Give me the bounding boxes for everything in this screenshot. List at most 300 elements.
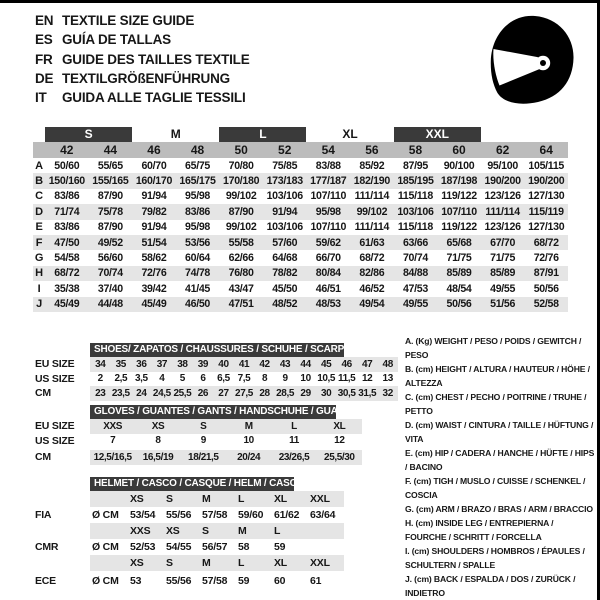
shoe-eu-cell: 39 bbox=[197, 358, 209, 370]
size-value-cell: 185/195 bbox=[397, 175, 434, 188]
measurement-row bbox=[33, 250, 568, 265]
shoe-cm-cell: 23 bbox=[95, 387, 106, 399]
shoe-us-cell: 10,5 bbox=[317, 373, 336, 385]
shoe-cm-cell: 27 bbox=[218, 387, 229, 399]
glove-eu-row bbox=[90, 419, 362, 434]
diameter-unit-cell: Ø CM bbox=[92, 575, 119, 587]
helmet-value-cell: 61/62 bbox=[274, 509, 300, 521]
language-code: DE bbox=[35, 71, 54, 87]
row-letter: F bbox=[35, 236, 43, 249]
size-value-cell: 50/60 bbox=[54, 159, 80, 172]
shoe-eu-cell: 47 bbox=[362, 358, 373, 370]
textile-size-table bbox=[33, 127, 568, 312]
size-value-cell: 119/122 bbox=[441, 190, 477, 203]
gloves-size-table bbox=[90, 405, 362, 465]
legend-item: E. (cm) HIP / CADERA / HANCHE / HÜFTE / HIPS / BACINO bbox=[405, 448, 595, 472]
row-letter: A bbox=[35, 159, 43, 172]
language-row bbox=[35, 69, 250, 88]
helmet-size-header-row bbox=[90, 523, 344, 539]
size-value-cell: 165/175 bbox=[179, 175, 216, 188]
glove-eu-cell: XS bbox=[151, 420, 165, 432]
size-value-cell: 170/180 bbox=[223, 175, 260, 188]
shoe-cm-cell: 24 bbox=[136, 387, 147, 399]
size-value-cell: 48/53 bbox=[315, 298, 341, 311]
size-column-header: 44 bbox=[103, 143, 118, 157]
size-value-cell: 60/70 bbox=[141, 159, 167, 172]
size-value-cell: 99/102 bbox=[225, 221, 257, 234]
size-value-cell: 87/91 bbox=[533, 267, 559, 280]
helmet-section-title: HELMET / CASCO / CASQUE / HELM / CASCO bbox=[90, 477, 294, 491]
size-value-cell: 91/94 bbox=[141, 221, 167, 234]
row-letter: J bbox=[36, 298, 42, 311]
glove-cm-cell: 18/21,5 bbox=[188, 451, 219, 463]
language-row bbox=[35, 88, 250, 107]
glove-us-row bbox=[90, 434, 362, 449]
size-value-cell: 119/122 bbox=[441, 221, 477, 234]
size-value-cell: 48/52 bbox=[272, 298, 298, 311]
size-value-cell: 63/66 bbox=[402, 236, 428, 249]
helmet-value-cell: 53/54 bbox=[130, 509, 156, 521]
row-letter: H bbox=[35, 267, 43, 280]
helmet-size-header-cell: XL bbox=[274, 493, 288, 505]
size-value-cell: 87/95 bbox=[402, 159, 428, 172]
shoe-cm-cell: 23,5 bbox=[111, 387, 130, 399]
shoe-us-cell: 2,5 bbox=[114, 373, 128, 385]
helmet-size-header-cell: M bbox=[202, 557, 211, 569]
size-value-cell: 57/60 bbox=[272, 236, 298, 249]
legend-item: I. (cm) SHOULDERS / HOMBROS / ÉPAULES / SCHULTERN / SPALLE bbox=[405, 546, 585, 570]
size-value-cell: 72/76 bbox=[533, 252, 559, 265]
size-value-cell: 84/88 bbox=[402, 267, 428, 280]
helmet-size-header-row bbox=[90, 555, 344, 571]
size-group-label: XL bbox=[342, 127, 358, 141]
size-value-cell: 85/89 bbox=[490, 267, 516, 280]
helmet-value-cell: 53 bbox=[130, 575, 142, 587]
measurement-row bbox=[33, 158, 568, 173]
helmet-size-header-cell: XXS bbox=[130, 525, 151, 537]
glove-cm-cell: 12,5/16,5 bbox=[93, 451, 132, 463]
shoe-us-cell: 4 bbox=[159, 373, 165, 385]
size-value-cell: 103/106 bbox=[266, 221, 303, 234]
size-value-cell: 127/130 bbox=[528, 221, 565, 234]
helmet-value-cell: 55/56 bbox=[166, 509, 192, 521]
size-value-cell: 52/58 bbox=[533, 298, 559, 311]
shoe-us-cell: 10 bbox=[300, 373, 311, 385]
size-group-label: L bbox=[219, 127, 306, 142]
size-value-cell: 111/114 bbox=[485, 205, 520, 218]
legend-item: A. (Kg) WEIGHT / PESO / POIDS / GEWITCH / PESO bbox=[405, 336, 582, 360]
language-row bbox=[35, 30, 250, 49]
language-row bbox=[35, 50, 250, 69]
size-column-header: 64 bbox=[539, 143, 553, 157]
shoes-us-size-label: US SIZE bbox=[35, 372, 75, 385]
fia-standard-label: FIA bbox=[35, 509, 52, 521]
helmet-value-cell: 58 bbox=[238, 541, 250, 553]
shoe-eu-cell: 45 bbox=[320, 358, 332, 370]
size-value-cell: 62/66 bbox=[228, 252, 254, 265]
size-value-cell: 83/86 bbox=[54, 221, 80, 234]
language-code: ES bbox=[35, 32, 53, 48]
shoe-eu-cell: 40 bbox=[218, 358, 229, 370]
size-value-cell: 107/110 bbox=[310, 190, 347, 203]
legend-item: H. (cm) INSIDE LEG / ENTREPIERNA / FOURCHE / SCHRITT / FORCELLA bbox=[405, 518, 554, 542]
size-group-label: S bbox=[45, 127, 132, 142]
shoe-cm-cell: 32 bbox=[382, 387, 393, 399]
size-value-cell: 103/106 bbox=[397, 205, 434, 218]
shoes-size-table bbox=[90, 343, 398, 401]
size-column-header: 50 bbox=[234, 143, 248, 157]
size-column-header: 48 bbox=[190, 143, 205, 157]
helmet-size-header-cell: XS bbox=[166, 525, 180, 537]
size-value-cell: 83/86 bbox=[185, 205, 211, 218]
size-value-cell: 85/89 bbox=[446, 267, 472, 280]
measurement-legend bbox=[405, 334, 595, 600]
helmet-value-cell: 59 bbox=[238, 575, 250, 587]
shoes-eu-size-label: EU SIZE bbox=[35, 358, 75, 370]
size-value-cell: 123/126 bbox=[484, 221, 521, 234]
glove-us-cell: 7 bbox=[110, 435, 116, 447]
size-value-cell: 103/106 bbox=[266, 190, 303, 203]
size-column-header: 60 bbox=[452, 143, 466, 157]
size-value-cell: 59/62 bbox=[315, 236, 341, 249]
measurement-row bbox=[33, 297, 568, 312]
size-value-cell: 47/51 bbox=[228, 298, 254, 311]
ece-standard-label: ECE bbox=[35, 575, 56, 587]
shoe-us-cell: 6 bbox=[200, 373, 206, 385]
shoe-eu-cell: 38 bbox=[177, 358, 188, 370]
helmet-value-cell: 57/58 bbox=[202, 575, 228, 587]
legend-item: J. (cm) BACK / ESPALDA / DOS / ZURÜCK / INDIETRO bbox=[405, 574, 576, 598]
size-value-cell: 173/183 bbox=[266, 175, 303, 188]
size-value-cell: 41/45 bbox=[185, 282, 211, 295]
helmet-value-cell: 59 bbox=[274, 541, 286, 553]
size-value-cell: 45/49 bbox=[54, 298, 80, 311]
size-value-cell: 182/190 bbox=[353, 175, 390, 188]
size-value-cell: 49/55 bbox=[402, 298, 428, 311]
size-value-cell: 54/58 bbox=[54, 252, 80, 265]
glove-cm-cell: 23/26,5 bbox=[278, 451, 310, 463]
shoe-eu-cell: 37 bbox=[156, 358, 168, 370]
shoe-cm-cell: 30,5 bbox=[337, 387, 356, 399]
shoe-cm-cell: 27,5 bbox=[235, 387, 253, 399]
size-value-cell: 75/85 bbox=[272, 159, 298, 172]
size-value-cell: 53/56 bbox=[185, 236, 211, 249]
glove-us-cell: 12 bbox=[334, 435, 345, 447]
language-title: GUIDA ALLE TAGLIE TESSILI bbox=[62, 90, 246, 106]
size-value-cell: 64/68 bbox=[272, 252, 298, 265]
size-value-cell: 78/82 bbox=[272, 267, 298, 280]
glove-us-cell: 11 bbox=[289, 435, 299, 447]
helmet-value-cell: 61 bbox=[310, 575, 322, 587]
shoe-eu-cell: 48 bbox=[382, 358, 393, 370]
helmet-size-header-cell: M bbox=[202, 493, 211, 505]
helmet-value-row bbox=[90, 539, 344, 555]
glove-eu-cell: L bbox=[291, 420, 297, 432]
shoe-us-row bbox=[90, 372, 398, 387]
size-value-cell: 115/118 bbox=[397, 221, 433, 234]
helmet-size-header-cell: L bbox=[238, 493, 245, 505]
measurement-row bbox=[33, 220, 568, 235]
shoe-us-cell: 11,5 bbox=[338, 373, 356, 385]
size-value-cell: 70/80 bbox=[228, 159, 254, 172]
language-title-list bbox=[35, 11, 250, 107]
row-letter: E bbox=[35, 221, 43, 234]
size-value-cell: 65/75 bbox=[185, 159, 211, 172]
shoe-cm-cell: 31,5 bbox=[358, 387, 377, 399]
measurement-row bbox=[33, 189, 568, 204]
helmet-size-header-cell: S bbox=[166, 493, 173, 505]
helmet-value-cell: 63/64 bbox=[310, 509, 336, 521]
size-value-cell: 46/50 bbox=[185, 298, 211, 311]
size-value-cell: 51/56 bbox=[490, 298, 516, 311]
helmet-value-cell: 57/58 bbox=[202, 509, 228, 521]
size-value-cell: 111/114 bbox=[354, 190, 390, 203]
shoe-eu-cell: 46 bbox=[341, 358, 352, 370]
size-value-cell: 49/54 bbox=[359, 298, 385, 311]
shoes-cm-label: CM bbox=[35, 387, 51, 399]
shoe-eu-cell: 43 bbox=[279, 358, 291, 370]
row-letter: G bbox=[34, 252, 44, 265]
size-value-cell: 79/82 bbox=[141, 205, 167, 218]
size-value-cell: 71/75 bbox=[490, 252, 516, 265]
size-value-cell: 75/78 bbox=[97, 205, 123, 218]
size-column-header: 52 bbox=[278, 143, 292, 157]
size-value-cell: 95/98 bbox=[185, 221, 211, 234]
size-value-cell: 35/38 bbox=[54, 282, 80, 295]
shoe-eu-cell: 36 bbox=[136, 358, 147, 370]
size-value-cell: 190/200 bbox=[528, 175, 565, 188]
row-letter: I bbox=[37, 282, 41, 295]
helmet-value-row bbox=[90, 507, 344, 523]
size-value-cell: 95/98 bbox=[185, 190, 211, 203]
language-title: TEXTILGRÖßENFÜHRUNG bbox=[62, 71, 230, 87]
shoe-us-cell: 3,5 bbox=[134, 373, 148, 385]
size-value-cell: 48/54 bbox=[446, 282, 472, 295]
size-value-cell: 82/86 bbox=[359, 267, 385, 280]
size-column-header: 56 bbox=[365, 143, 379, 157]
size-value-cell: 56/60 bbox=[97, 252, 123, 265]
helmet-value-cell: 60 bbox=[274, 575, 286, 587]
gloves-eu-size-label: EU SIZE bbox=[35, 420, 75, 432]
size-value-cell: 45/49 bbox=[141, 298, 167, 311]
helmet-size-header-cell: L bbox=[238, 557, 245, 569]
measurement-row bbox=[33, 173, 568, 188]
size-value-cell: 115/118 bbox=[397, 190, 433, 203]
size-value-cell: 55/58 bbox=[228, 236, 254, 249]
gloves-section-title: GLOVES / GUANTES / GANTS / HANDSCHUHE / GUANTI bbox=[90, 405, 336, 419]
measurement-row bbox=[33, 235, 568, 250]
helmet-size-header-row bbox=[90, 491, 344, 507]
size-value-cell: 43/47 bbox=[228, 282, 254, 295]
measurement-row bbox=[33, 204, 568, 219]
glove-eu-cell: M bbox=[244, 420, 253, 432]
size-value-cell: 65/68 bbox=[446, 236, 472, 249]
helmet-rows bbox=[90, 491, 344, 589]
shoe-cm-cell: 25,5 bbox=[173, 387, 192, 399]
size-number-row bbox=[33, 142, 568, 158]
size-value-cell: 68/72 bbox=[54, 267, 80, 280]
size-value-cell: 150/160 bbox=[48, 175, 85, 188]
size-value-cell: 49/55 bbox=[490, 282, 516, 295]
shoe-us-cell: 6,5 bbox=[217, 373, 230, 385]
size-column-header: 42 bbox=[60, 143, 74, 157]
row-letter: D bbox=[35, 205, 43, 218]
size-value-cell: 187/198 bbox=[440, 175, 478, 188]
legend-item: C. (cm) CHEST / PECHO / POITRINE / TRUHE / PETTO bbox=[405, 392, 587, 416]
helmet-size-header-cell: XXL bbox=[310, 557, 330, 569]
language-code: EN bbox=[35, 13, 54, 29]
shoe-us-cell: 2 bbox=[97, 373, 103, 385]
size-value-cell: 46/52 bbox=[359, 282, 385, 295]
size-group-header-row bbox=[33, 127, 568, 142]
shoe-cm-cell: 30 bbox=[320, 387, 332, 399]
shoes-rows bbox=[90, 357, 398, 401]
shoe-eu-cell: 41 bbox=[238, 358, 250, 370]
size-value-cell: 71/75 bbox=[446, 252, 472, 265]
helmet-size-table bbox=[90, 477, 344, 589]
size-value-cell: 99/102 bbox=[225, 190, 257, 203]
language-title: TEXTILE SIZE GUIDE bbox=[62, 13, 195, 29]
shoes-section-title: SHOES/ ZAPATOS / CHAUSSURES / SCHUHE / SCARPE bbox=[90, 343, 344, 357]
size-value-cell: 39/42 bbox=[141, 282, 167, 295]
legend-item: B. (cm) HEIGHT / ALTURA / HAUTEUR / HÖHE / ALTEZZA bbox=[405, 364, 590, 388]
size-value-cell: 68/72 bbox=[359, 252, 385, 265]
shoe-us-cell: 7,5 bbox=[237, 373, 251, 385]
size-value-cell: 45/50 bbox=[272, 282, 298, 295]
size-value-cell: 155/165 bbox=[92, 175, 129, 188]
helmet-size-header-cell: S bbox=[202, 525, 209, 537]
size-value-cell: 115/119 bbox=[528, 205, 564, 218]
size-value-cell: 46/51 bbox=[315, 282, 341, 295]
glove-us-cell: 8 bbox=[155, 435, 161, 447]
shoe-eu-cell: 42 bbox=[259, 358, 270, 370]
size-value-cell: 55/65 bbox=[97, 159, 123, 172]
size-value-cell: 67/70 bbox=[490, 236, 516, 249]
size-value-cell: 83/88 bbox=[315, 159, 341, 172]
size-value-cell: 95/98 bbox=[315, 205, 341, 218]
measurement-row bbox=[33, 281, 568, 296]
shoe-eu-cell: 44 bbox=[300, 358, 311, 370]
helmet-value-cell: 56/57 bbox=[202, 541, 228, 553]
helmet-size-header-cell: M bbox=[238, 525, 247, 537]
size-value-cell: 70/74 bbox=[97, 267, 123, 280]
size-value-cell: 87/90 bbox=[97, 221, 123, 234]
language-title: GUIDE DES TAILLES TEXTILE bbox=[62, 51, 250, 67]
helmet-value-cell: 54/55 bbox=[166, 541, 192, 553]
helmet-value-row bbox=[90, 573, 344, 589]
size-value-cell: 49/52 bbox=[97, 236, 123, 249]
size-value-cell: 72/76 bbox=[141, 267, 167, 280]
helmet-size-header-cell: XS bbox=[130, 493, 144, 505]
size-column-header: 58 bbox=[408, 143, 423, 157]
size-value-cell: 37/40 bbox=[97, 282, 123, 295]
diameter-unit-cell: Ø CM bbox=[92, 541, 119, 553]
gloves-us-size-label: US SIZE bbox=[35, 434, 75, 447]
size-value-cell: 66/70 bbox=[315, 252, 341, 265]
glove-cm-row bbox=[90, 450, 362, 465]
language-code: FR bbox=[35, 51, 53, 67]
size-value-cell: 61/63 bbox=[359, 236, 385, 249]
size-value-cell: 70/74 bbox=[402, 252, 428, 265]
size-value-cell: 190/200 bbox=[484, 175, 521, 188]
shoe-cm-cell: 28 bbox=[259, 387, 270, 399]
shoe-us-cell: 5 bbox=[179, 373, 185, 385]
cmr-standard-label: CMR bbox=[35, 541, 59, 553]
language-row bbox=[35, 11, 250, 30]
size-value-cell: 83/86 bbox=[54, 190, 80, 203]
language-code: IT bbox=[35, 90, 47, 106]
size-value-cell: 91/94 bbox=[141, 190, 167, 203]
glove-cm-cell: 25,5/30 bbox=[324, 451, 355, 463]
shoe-eu-cell: 34 bbox=[95, 358, 106, 370]
size-column-header: 46 bbox=[147, 143, 161, 157]
size-value-cell: 74/78 bbox=[185, 267, 211, 280]
helmet-size-header-cell: S bbox=[166, 557, 173, 569]
shoe-us-cell: 8 bbox=[261, 373, 268, 385]
size-value-cell: 87/90 bbox=[97, 190, 123, 203]
glove-cm-cell: 20/24 bbox=[237, 451, 261, 463]
glove-eu-cell: XL bbox=[333, 420, 346, 432]
glove-eu-cell: S bbox=[200, 420, 207, 432]
size-value-cell: 91/94 bbox=[272, 205, 298, 218]
size-value-cell: 47/50 bbox=[54, 236, 80, 249]
size-value-cell: 51/54 bbox=[141, 236, 167, 249]
size-group-label: M bbox=[170, 127, 181, 141]
size-group-label: XXL bbox=[394, 127, 481, 142]
size-value-cell: 127/130 bbox=[528, 190, 565, 203]
size-value-cell: 58/62 bbox=[141, 252, 167, 265]
size-column-header: 54 bbox=[321, 143, 335, 157]
shoe-cm-row bbox=[90, 386, 398, 401]
size-value-cell: 107/110 bbox=[441, 205, 477, 218]
size-value-cell: 76/80 bbox=[228, 267, 254, 280]
size-value-cell: 50/56 bbox=[446, 298, 472, 311]
language-title: GUÍA DE TALLAS bbox=[62, 32, 171, 48]
glove-us-cell: 9 bbox=[200, 435, 206, 447]
shoe-us-cell: 9 bbox=[282, 373, 288, 385]
measurement-row bbox=[33, 266, 568, 281]
size-value-cell: 107/110 bbox=[310, 221, 347, 234]
shoe-us-cell: 13 bbox=[382, 373, 393, 385]
size-value-cell: 111/114 bbox=[354, 221, 390, 234]
helmet-size-header-cell: XL bbox=[274, 557, 288, 569]
size-value-cell: 177/187 bbox=[310, 175, 347, 188]
gloves-cm-label: CM bbox=[35, 451, 51, 463]
top-border-line bbox=[0, 0, 600, 3]
helmet-icon bbox=[478, 13, 578, 108]
size-value-cell: 44/48 bbox=[97, 298, 123, 311]
helmet-value-cell: 59/60 bbox=[238, 509, 264, 521]
shoe-cm-cell: 24,5 bbox=[152, 387, 171, 399]
glove-cm-cell: 16,5/19 bbox=[142, 451, 174, 463]
size-value-cell: 80/84 bbox=[315, 267, 341, 280]
size-value-cell: 85/92 bbox=[359, 159, 385, 172]
size-value-cell: 71/74 bbox=[54, 205, 80, 218]
glove-us-cell: 10 bbox=[243, 435, 254, 447]
shoe-cm-cell: 28,5 bbox=[276, 387, 294, 399]
size-value-cell: 50/56 bbox=[533, 282, 559, 295]
size-column-header: 62 bbox=[495, 143, 510, 157]
helmet-size-header-cell: XS bbox=[130, 557, 144, 569]
shoe-eu-row bbox=[90, 357, 398, 372]
helmet-value-cell: 55/56 bbox=[166, 575, 192, 587]
size-value-cell: 95/100 bbox=[487, 159, 518, 172]
legend-item: F. (cm) TIGH / MUSLO / CUISSE / SCHENKEL / COSCIA bbox=[405, 476, 586, 500]
glove-eu-cell: XXS bbox=[103, 420, 123, 432]
size-value-cell: 123/126 bbox=[484, 190, 521, 203]
size-value-cell: 47/53 bbox=[402, 282, 428, 295]
size-value-cell: 87/90 bbox=[228, 205, 254, 218]
